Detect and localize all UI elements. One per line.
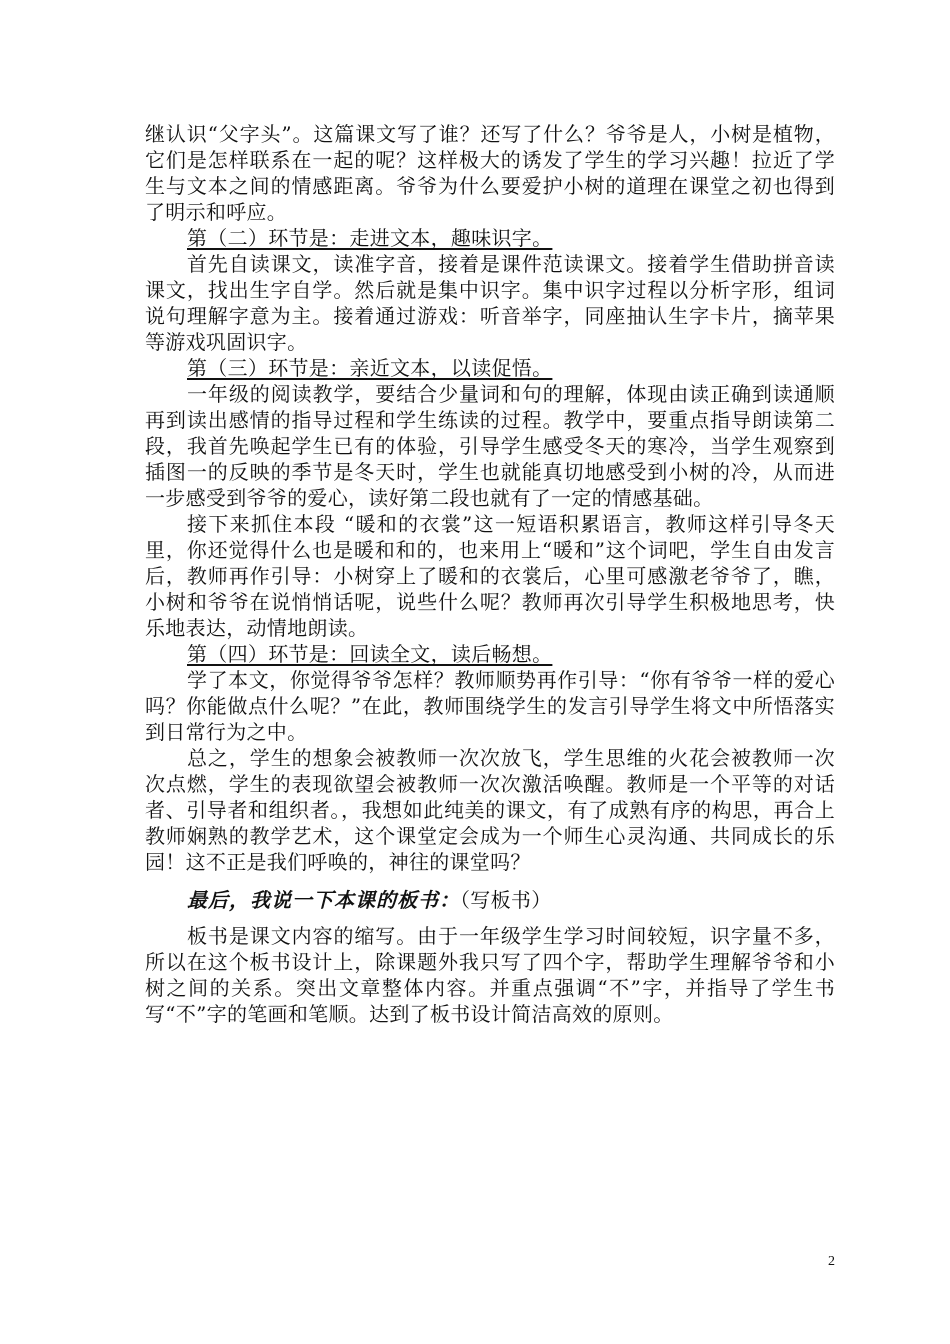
board-writing-note: （写板书） [460,888,552,912]
page-number: 2 [828,1254,835,1269]
paragraph-summary: 总之，学生的想象会被教师一次次放飞，学生思维的火花会被教师一次次点燃，学生的表现欲望会被教师一次次激活唤醒。教师是一个平等的对话者、引导者和组织者。，我想如此纯美的课文，有了成熟有序的构思，再合上教师娴熟的教学艺术，这个课堂定会成为一个师生心灵沟通、共同成长的乐园！这不正是我们呼唤的，神往的课堂吗？ [145,746,835,874]
paragraph-language: 接下来抓住本段 “暖和的衣裳”这一短语积累语言，教师这样引导冬天里，你还觉得什么也是暖和和的，也来用上“暖和”这个词吧，学生自由发言后，教师再作引导：小树穿上了暖和的衣裳后，心里可感激老爷爷了，瞧，小树和爷爷在说悄悄话呢，说些什么呢？教师再次引导学生积极地思考，快乐地表达，动情地朗读。 [145,512,835,640]
paragraph-reading: 一年级的阅读教学，要结合少量词和句的理解，体现由读正确到读通顺再到读出感情的指导过程和学生练读的过程。教学中，要重点指导朗读第二段，我首先唤起学生已有的体验，引导学生感受冬天的寒冷，当学生观察到插图一的反映的季节是冬天时，学生也就能真切地感受到小树的冷，从而进一步感受到爷爷的爱心，读好第二段也就有了一定的情感基础。 [145,382,835,510]
section-heading-3: 第（三）环节是：亲近文本，以读促悟。 [187,356,553,380]
paragraph-intro: 继认识“父字头”。这篇课文写了谁？还写了什么？爷爷是人，小树是植物，它们是怎样联系在一起的呢？这样极大的诱发了学生的学习兴趣！拉近了学生与文本之间的情感距离。爷爷为什么要爱护小树的道理在课堂之初也得到了明示和呼应。 [145,122,835,224]
body-text [145,121,835,1027]
board-writing-heading [145,887,835,913]
paragraph-section-2: 首先自读课文，读准字音，接着是课件范读课文。接着学生借助拼音读课文，找出生字自学。然后就是集中识字。集中识字过程以分析字形，组词说句理解字意为主。接着通过游戏：听音举字，同座抽认生字卡片，摘苹果等游戏巩固识字。 [145,252,835,354]
section-heading-4: 第（四）环节是：回读全文，读后畅想。 [187,642,553,666]
paragraph-section-4: 学了本文，你觉得爷爷怎样？教师顺势再作引导：“你有爷爷一样的爱心吗？你能做点什么呢？”在此，教师围绕学生的发言引导学生将文中所悟落实到日常行为之中。 [145,668,835,744]
paragraph-board-writing: 板书是课文内容的缩写。由于一年级学生学习时间较短，识字量不多，所以在这个板书设计上，除课题外我只写了四个字，帮助学生理解爷爷和小树之间的关系。突出文章整体内容。并重点强调“不”字，并指导了学生书写“不”字的笔画和笔顺。达到了板书设计简洁高效的原则。 [145,924,835,1026]
board-writing-title: 最后，我说一下本课的板书： [187,888,460,912]
section-heading-2: 第（二）环节是：走进文本，趣味识字。 [187,226,553,250]
